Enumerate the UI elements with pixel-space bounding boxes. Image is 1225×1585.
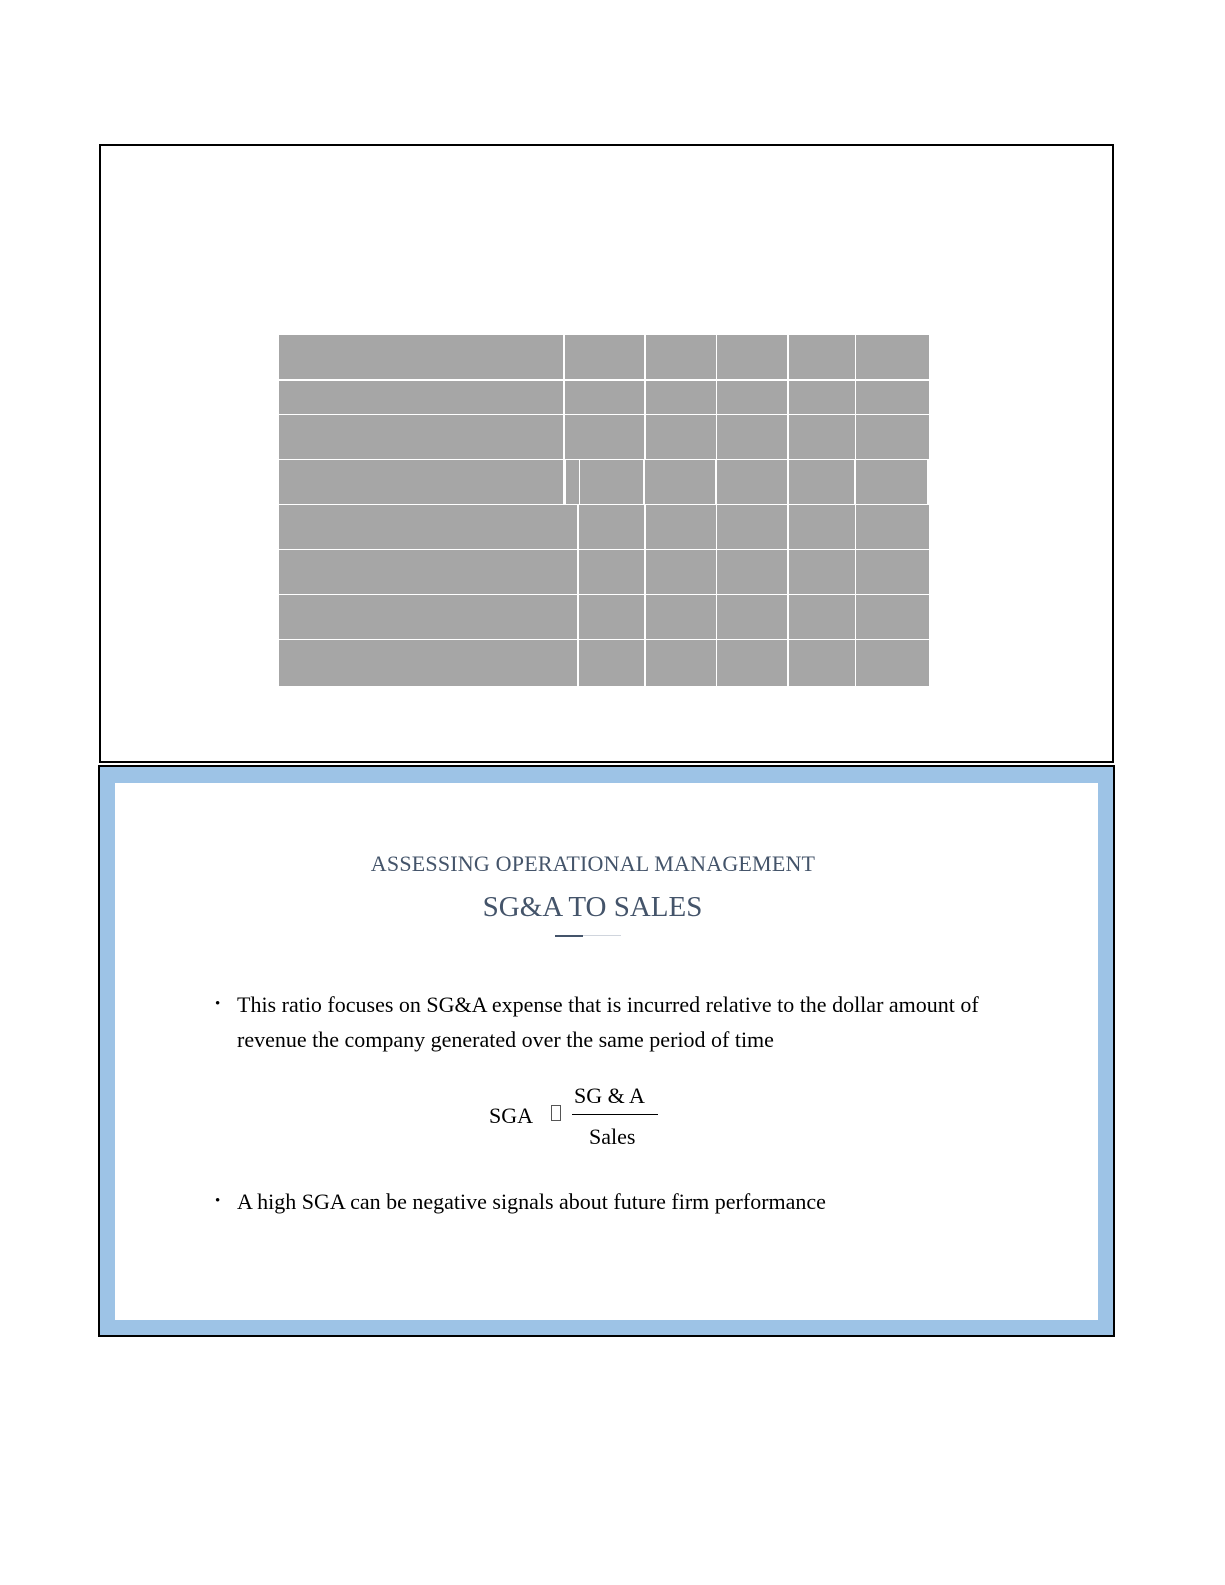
table-cell (646, 550, 716, 594)
table-cell (789, 381, 855, 414)
bullet-dot-icon: • (215, 1193, 221, 1209)
table-cell (717, 640, 787, 686)
table-cell (645, 460, 715, 504)
table-cell (717, 415, 787, 459)
table-cell (856, 595, 929, 639)
formula-numerator: SG & A (574, 1083, 645, 1108)
table-cell (717, 335, 787, 379)
table-cell (279, 550, 577, 594)
table-cell (856, 550, 929, 594)
table-cell (279, 335, 563, 379)
table-cell (279, 460, 563, 504)
table-cell (279, 505, 577, 549)
title-underline (583, 935, 621, 936)
table-cell (579, 640, 644, 686)
table-cell (579, 550, 644, 594)
slide-2-content (115, 783, 1098, 1320)
table-cell (565, 335, 644, 379)
table-cell (580, 460, 643, 504)
table-cell (856, 460, 927, 504)
table-cell (579, 505, 644, 549)
table-cell (579, 595, 644, 639)
table-cell (565, 415, 644, 459)
bullet-text: A high SGA can be negative signals about future firm performance (237, 1189, 826, 1214)
table-cell (789, 335, 855, 379)
table-cell (279, 381, 563, 414)
table-cell (565, 381, 644, 414)
table-cell (717, 550, 787, 594)
table-cell (856, 640, 929, 686)
table-cell (789, 595, 855, 639)
slide-2 (98, 765, 1115, 1337)
table-cell (279, 415, 563, 459)
table-cell (279, 595, 577, 639)
table-cell (789, 550, 855, 594)
table-cell (717, 595, 787, 639)
title-underline-accent (555, 935, 583, 937)
sga-formula (489, 1083, 689, 1163)
table-cell (789, 640, 855, 686)
bullet-text: This ratio focuses on SG&A expense that is incurred relative to the dollar amount of revenue the company generated over the same period of time (237, 992, 979, 1052)
table-cell (646, 381, 716, 414)
formula-denominator: Sales (589, 1124, 636, 1149)
table-cell (566, 460, 579, 504)
table-cell (646, 505, 716, 549)
table-cell (789, 460, 854, 504)
table-cell (856, 505, 929, 549)
table-cell (856, 415, 929, 459)
slide-title: SG&A TO SALES (482, 891, 703, 923)
fraction-bar (572, 1114, 658, 1115)
table-cell (789, 415, 855, 459)
grey-table (279, 335, 929, 686)
bullet-dot-icon: • (215, 996, 221, 1012)
table-cell (856, 381, 929, 414)
table-cell (646, 415, 716, 459)
table-cell (279, 640, 577, 686)
table-cell (646, 335, 716, 379)
slide-supertitle: ASSESSING OPERATIONAL MANAGEMENT (370, 851, 816, 876)
table-cell (717, 505, 787, 549)
table-cell (717, 460, 787, 504)
formula-lhs: SGA (489, 1103, 534, 1128)
table-cell (789, 505, 855, 549)
table-cell (646, 640, 716, 686)
table-cell (856, 335, 929, 379)
slide-1 (99, 144, 1114, 763)
formula-equals-glyph-icon (551, 1105, 561, 1121)
table-cell (717, 381, 787, 414)
table-cell (646, 595, 716, 639)
